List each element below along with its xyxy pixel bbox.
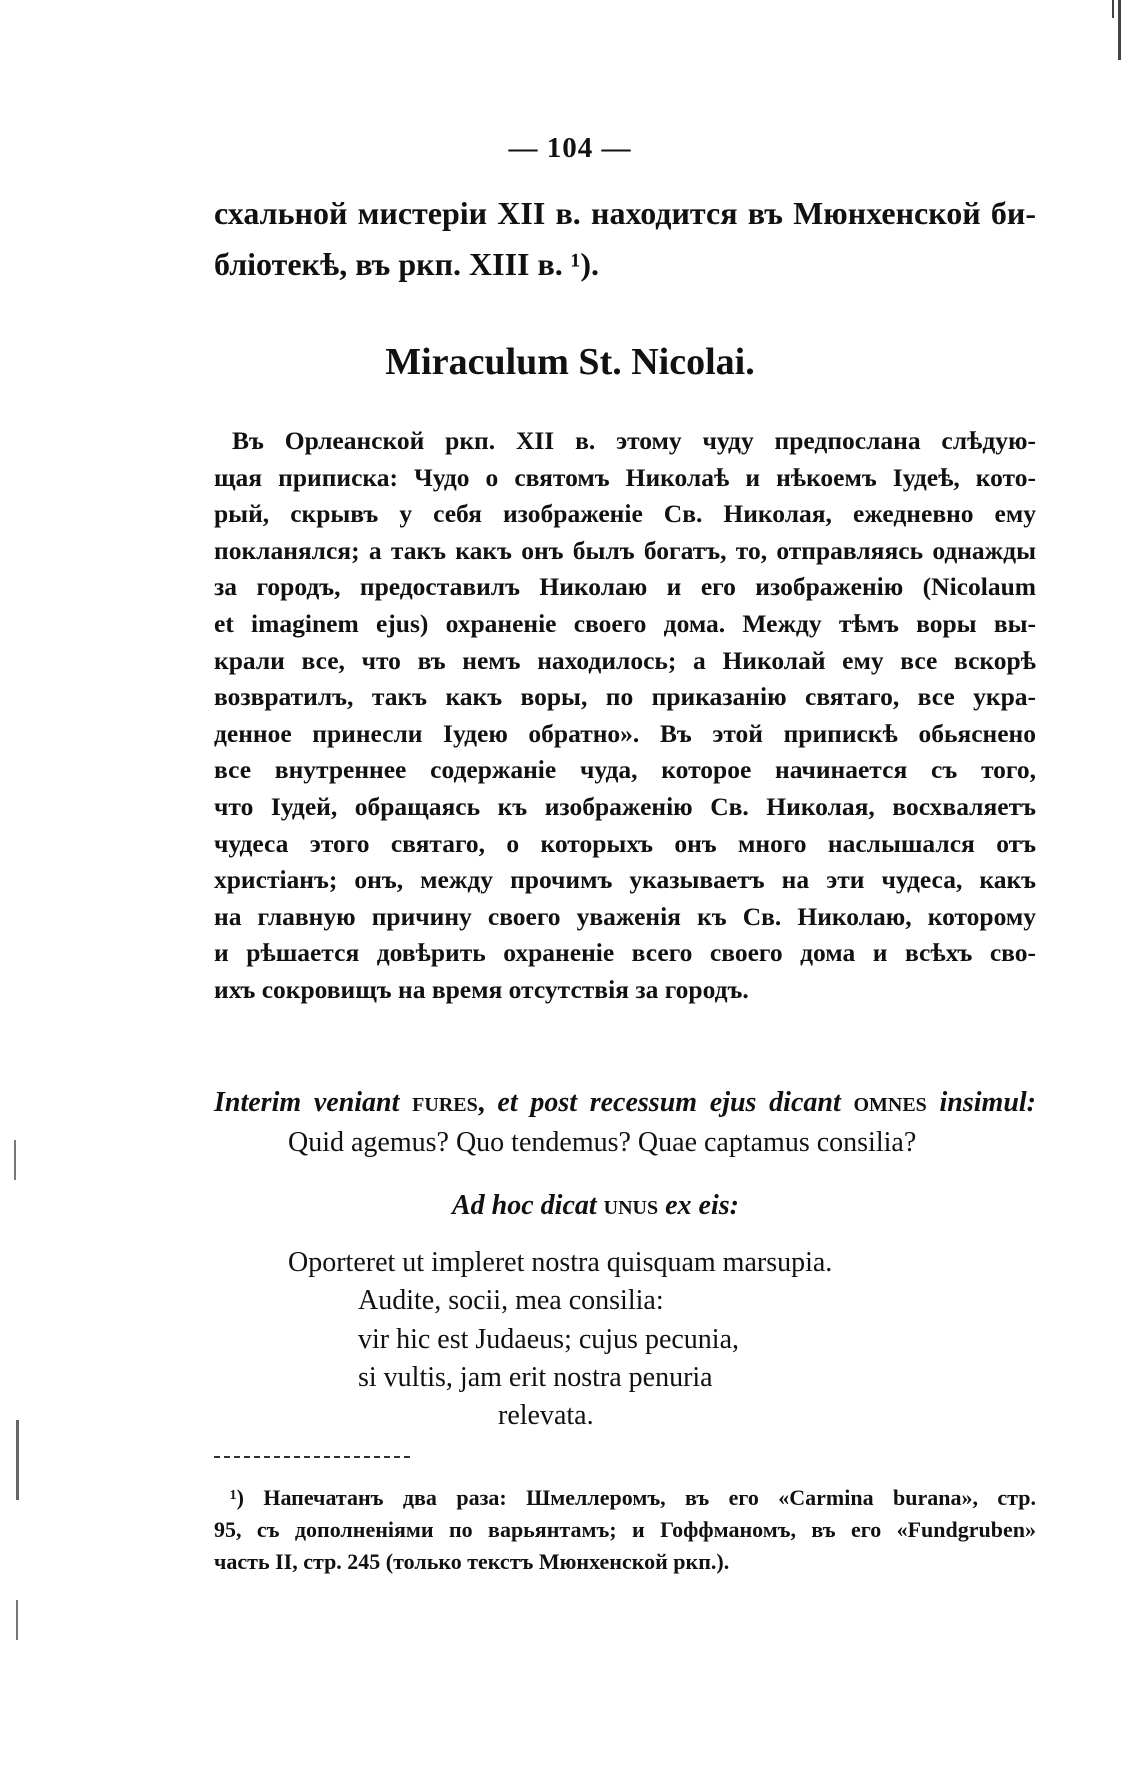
verse-line: Quid agemus? Quo tendemus? Quae captamus consilia? [288,1127,917,1158]
stage-caps: unus [603,1190,659,1221]
verse-line: Oporteret ut impleret nostra quisquam marsupia. [288,1247,833,1278]
stage-italic: Interim veniant [214,1087,400,1118]
scan-edge-mark [1118,0,1121,60]
verse-line: relevata. [498,1400,594,1431]
footnote-line: ¹) Напечатанъ два раза: Шмеллеромъ, въ его «Carmina burana», стр. [230,1485,1036,1510]
main-paragraph [214,423,1036,1009]
stage-direction [452,1190,739,1222]
scan-edge-mark [1112,0,1114,18]
text-line: бліотекѣ, въ ркп. XIII в. ¹). [214,246,599,282]
scan-edge-mark [16,1600,18,1640]
text-line: возвратилъ, такъ какъ воры, по приказанію святаго, все укра- [214,682,1036,712]
footnote [214,1482,1036,1578]
continued-text [214,188,1036,290]
footnote-line: часть II, стр. 245 (только текстъ Мюнхенской ркп.). [214,1549,730,1574]
text-line: рый, скрывъ у себя изображеніе Св. Николая, ежедневно ему [214,499,1036,529]
text-line: щая приписка: Чудо о святомъ Николаѣ и нѣкоемъ Іудеѣ, кото- [214,462,1036,492]
text-line: ихъ сокровищъ на время отсутствія за городъ. [214,974,749,1004]
text-line: покланялся; а такъ какъ онъ былъ богатъ, то, отправляясь однажды [214,535,1036,565]
stage-caps: fures, [412,1087,485,1118]
section-title: Miraculum St. Nicolai. [385,341,755,383]
stage-italic: Ad hoc dicat [452,1190,597,1221]
scan-edge-mark [16,1420,19,1500]
footnote-line: 95, съ дополненіями по варьянтамъ; и Гоффманомъ, въ его «Fundgruben» [214,1517,1036,1542]
verse-line: si vultis, jam erit nostra penuria [358,1362,713,1393]
stage-italic: insimul: [939,1087,1036,1118]
text-line: все внутреннее содержаніе чуда, которое начинается съ того, [214,755,1036,785]
text-line: крали все, что въ немъ находилось; а Николай ему все вскорѣ [214,645,1036,675]
stage-direction [214,1087,1036,1119]
text-line: чудеса этого святаго, о которыхъ онъ много наслышался отъ [214,828,1036,858]
text-line: схальной мистеріи XII в. находится въ Мюнхенской би- [214,195,1036,231]
text-line: христіанъ; онъ, между прочимъ указываетъ на эти чудеса, какъ [214,865,1036,895]
scan-edge-mark [14,1140,16,1180]
stage-italic: et post recessum ejus dicant [497,1087,841,1118]
verse-line: Audite, socii, mea consilia: [358,1285,664,1316]
text-line: за городъ, предоставилъ Николаю и его изображенію (Nicolaum [214,572,1036,602]
stage-caps: omnes [853,1087,927,1118]
stage-italic: ex eis: [665,1190,739,1221]
page-number: — 104 — [508,132,632,164]
footnote-divider [214,1456,410,1458]
text-line: что Іудей, обращаясь къ изображенію Св. Николая, восхваляетъ [214,791,1036,821]
text-line: Въ Орлеанской ркп. XII в. этому чуду предпослана слѣдую- [232,426,1036,455]
text-line: и рѣшается довѣрить охраненіе всего своего дома и всѣхъ сво- [214,938,1036,968]
text-line: et imaginem ejus) охраненіе своего дома. Между тѣмъ воры вы- [214,608,1036,638]
text-line: денное принесли Іудею обратно». Въ этой припискѣ обьяснено [214,718,1036,748]
verse-line: vir hic est Judaeus; cujus pecunia, [358,1324,740,1355]
text-line: на главную причину своего уваженія къ Св. Николаю, которому [214,901,1036,931]
